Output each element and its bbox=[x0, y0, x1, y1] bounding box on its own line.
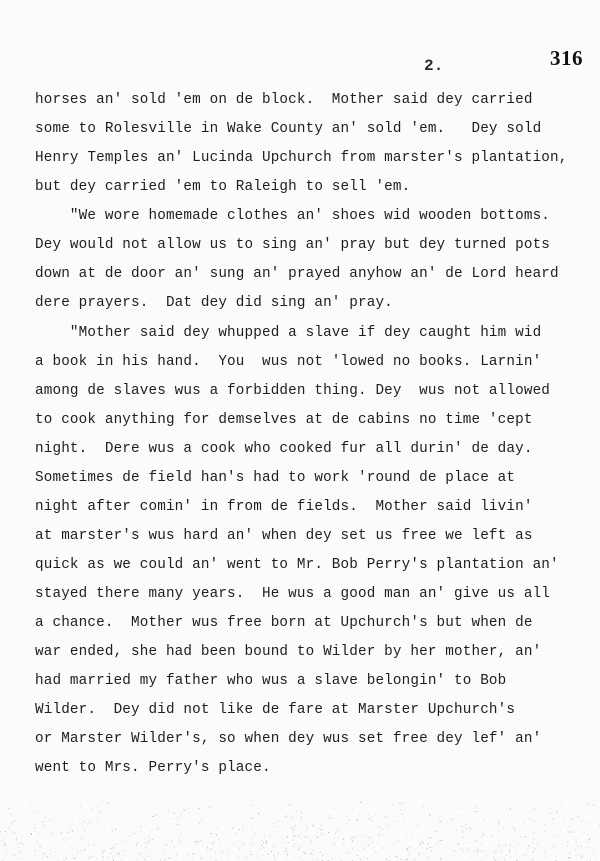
text-line: horses an' sold 'em on de block. Mother said dey carried bbox=[35, 92, 533, 108]
text-line: quick as we could an' went to Mr. Bob Perry's plantation an' bbox=[35, 557, 559, 573]
text-line: down at de door an' sung an' prayed anyhow an' de Lord heard bbox=[35, 266, 559, 282]
text-line: went to Mrs. Perry's place. bbox=[35, 760, 271, 776]
text-line: had married my father who wus a slave belongin' to Bob bbox=[35, 673, 507, 689]
text-line: Dey would not allow us to sing an' pray but dey turned pots bbox=[35, 237, 551, 253]
text-line: a chance. Mother wus free born at Upchurch's but when de bbox=[35, 615, 533, 631]
text-line: night. Dere wus a cook who cooked fur all durin' de day. bbox=[35, 441, 533, 457]
text-line: dere prayers. Dat dey did sing an' pray. bbox=[35, 295, 393, 311]
text-line: to cook anything for demselves at de cabins no time 'cept bbox=[35, 412, 533, 428]
text-line: but dey carried 'em to Raleigh to sell 'em. bbox=[35, 179, 411, 195]
text-line: a book in his hand. You wus not 'lowed no books. Larnin' bbox=[35, 354, 542, 370]
text-line: stayed there many years. He wus a good man an' give us all bbox=[35, 586, 551, 602]
paper-noise-texture bbox=[0, 791, 600, 861]
archive-stamp-number: 316 bbox=[550, 46, 583, 70]
text-line: Henry Temples an' Lucinda Upchurch from marster's plantation, bbox=[35, 150, 568, 166]
text-line: or Marster Wilder's, so when dey wus set free dey lef' an' bbox=[35, 731, 542, 747]
text-line: Sometimes de field han's had to work 'round de place at bbox=[35, 470, 516, 486]
text-line: night after comin' in from de fields. Mother said livin' bbox=[35, 499, 533, 515]
text-line: "We wore homemade clothes an' shoes wid wooden bottoms. bbox=[35, 208, 551, 224]
text-line: Wilder. Dey did not like de fare at Marster Upchurch's bbox=[35, 702, 516, 718]
text-line: among de slaves wus a forbidden thing. Dey wus not allowed bbox=[35, 383, 551, 399]
text-line: "Mother said dey whupped a slave if dey caught him wid bbox=[35, 325, 542, 341]
text-line: some to Rolesville in Wake County an' sold 'em. Dey sold bbox=[35, 121, 542, 137]
page-number: 2. bbox=[424, 57, 444, 75]
text-line: war ended, she had been bound to Wilder by her mother, an' bbox=[35, 644, 542, 660]
text-line: at marster's wus hard an' when dey set us free we left as bbox=[35, 528, 533, 544]
